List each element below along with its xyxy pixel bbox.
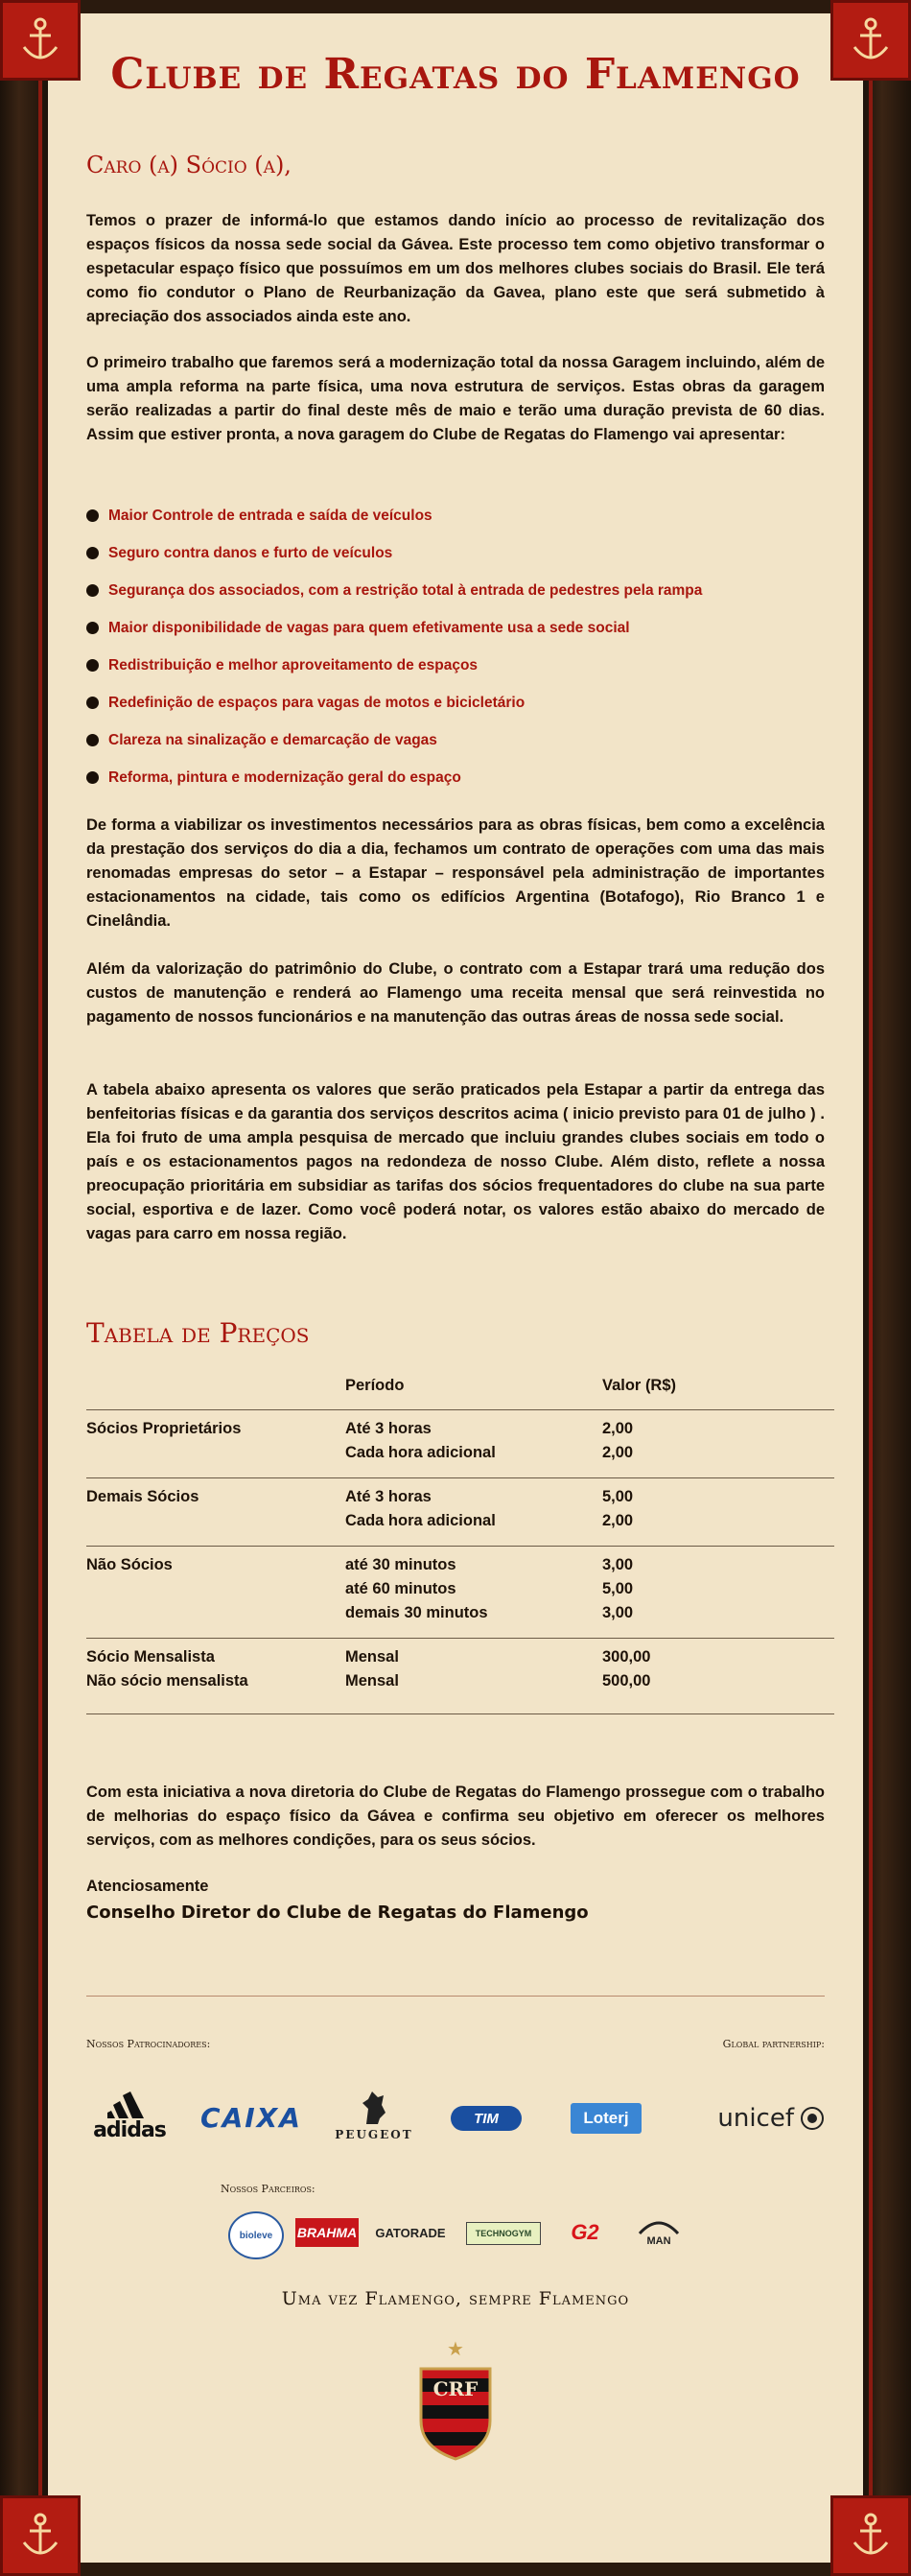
loterj-logo: Loterj xyxy=(571,2103,642,2134)
bioleve-logo: bioleve xyxy=(228,2211,284,2259)
paragraph-estapar: De forma a viabilizar os investimentos necessários para as obras físicas, bem como a excelência da prestação dos serviços do dia a dia, fechamos um contrato de operações com uma das mais renomadas empresas do setor – a Estapar – responsável pela administração de importantes estacionamentos na cidade, tais como os edifícios Argentina (Botafogo), Rio Branco 1 e Cinelândia. xyxy=(86,816,825,930)
list-item: Maior disponibilidade de vagas para quem efetivamente usa a sede social xyxy=(86,609,702,647)
bullet-icon xyxy=(86,584,99,597)
star-icon: ★ xyxy=(447,2339,464,2360)
adidas-logo: adidas xyxy=(86,2087,173,2144)
tim-logo: TIM xyxy=(451,2106,522,2131)
svg-text:CRF: CRF xyxy=(432,2377,479,2400)
peugeot-logo: PEUGEOT xyxy=(326,2084,422,2147)
motto: Uma vez Flamengo, sempre Flamengo xyxy=(281,2288,630,2309)
sponsors-label: Nossos Patrocinadores: xyxy=(86,2038,211,2050)
bullet-icon xyxy=(86,659,99,672)
page-title: Clube de Regatas do Flamengo xyxy=(110,50,801,99)
bullet-icon xyxy=(86,697,99,709)
flamengo-crest-icon xyxy=(417,2365,494,2461)
anchor-emblem-icon xyxy=(830,2495,911,2576)
list-item: Reforma, pintura e modernização geral do espaço xyxy=(86,759,702,796)
list-item: Maior Controle de entrada e saída de veículos xyxy=(86,497,702,534)
brahma-logo: BRAHMA xyxy=(295,2218,359,2247)
table-row: Não Sócios até 30 minutos 3,00 até 60 minutos 5,00 demais 30 minutos 3,00 xyxy=(86,1547,834,1639)
anchor-emblem-icon xyxy=(0,0,81,81)
header-period: Período xyxy=(345,1377,405,1394)
salutation: Caro (a) Sócio (a), xyxy=(86,152,292,178)
table-row: Sócios Proprietários Até 3 horas 2,00 Cada hora adicional 2,00 xyxy=(86,1410,834,1478)
price-table xyxy=(86,1367,834,1714)
frame-right xyxy=(863,0,911,2576)
bullet-icon xyxy=(86,771,99,784)
lion-icon xyxy=(357,2090,391,2128)
gatorade-logo: GATORADE xyxy=(375,2225,446,2240)
signature: Conselho Diretor do Clube de Regatas do Flamengo xyxy=(86,1902,589,1923)
list-item: Segurança dos associados, com a restrição total à entrada de pedestres pela rampa xyxy=(86,572,702,609)
partners-label: Nossos Parceiros: xyxy=(221,2183,315,2195)
table-row: Demais Sócios Até 3 horas 5,00 Cada hora adicional 2,00 xyxy=(86,1478,834,1547)
bullet-icon xyxy=(86,547,99,559)
list-item: Seguro contra danos e furto de veículos xyxy=(86,534,702,572)
bullet-icon xyxy=(86,622,99,634)
technogym-logo: TECHNOGYM xyxy=(466,2222,541,2245)
feature-list xyxy=(86,497,702,796)
man-logo: MAN xyxy=(631,2214,687,2251)
paragraph-intro: Temos o prazer de informá-lo que estamos dando início ao processo de revitalização dos espaços físicos da nossa sede social da Gávea. Este processo tem como objetivo transformar o espetacular espaço físico que possuímos em um dos melhores clubes sociais do Brasil. Ele terá como fio condutor o Plano de Reurbanização da Gavea, plano este que será submetido à apreciação dos associados ainda este ano. xyxy=(86,212,825,325)
unicef-globe-icon xyxy=(800,2106,825,2131)
man-arc-icon xyxy=(636,2218,682,2235)
paragraph-tabela: A tabela abaixo apresenta os valores que serão praticados pela Estapar a partir da entrega das benfeitorias físicas e da garantia dos serviços descritos acima ( inicio previsto para 01 de julho ) . Ela foi fruto de uma ampla pesquisa de mercado que incluiu grandes clubes sociais em todo o país e os estacionamentos pagos na redondeza de nosso Clube. Além disto, reflete a nossa preocupação prioritária em subsidiar as tarifas dos sócios frequentadores do clube na sua parte social, esportiva e de lazer. Como você poderá notar, os valores estão abaixo do mercado de vagas para carro em nossa região. xyxy=(86,1081,825,1242)
global-partnership-label: Global partnership: xyxy=(722,2038,825,2050)
unicef-logo: unicef xyxy=(690,2101,825,2136)
g2-logo: G2 xyxy=(571,2220,599,2244)
anchor-emblem-icon xyxy=(0,2495,81,2576)
paragraph-closing: Com esta iniciativa a nova diretoria do Clube de Regatas do Flamengo prossegue com o trabalho de melhorias do espaço físico da Gávea e confirma seu objetivo em oferecer os melhores serviços, com as melhores condições, para os seus sócios. xyxy=(86,1784,825,1849)
paragraph-valorizacao: Além da valorização do patrimônio do Clube, o contrato com a Estapar trará uma redução dos custos de manutenção e renderá ao Flamengo uma receita mensal que será reinvestida no pagamento de nossos funcionários e na manutenção das outras áreas de nossa sede social. xyxy=(86,960,825,1026)
table-header xyxy=(86,1367,834,1410)
divider xyxy=(86,1996,825,1997)
adidas-stripes-icon xyxy=(104,2090,155,2118)
list-item: Redefinição de espaços para vagas de motos e bicicletário xyxy=(86,684,702,721)
frame-left xyxy=(0,0,48,2576)
list-item: Redistribuição e melhor aproveitamento de espaços xyxy=(86,647,702,684)
header-value: Valor (R$) xyxy=(602,1377,677,1394)
anchor-emblem-icon xyxy=(830,0,911,81)
letter-content xyxy=(86,0,825,2576)
bullet-icon xyxy=(86,509,99,522)
sign-off: Atenciosamente xyxy=(86,1878,209,1895)
caixa-logo: CAIXA xyxy=(200,2101,302,2134)
table-row: Sócio Mensalista Mensal 300,00 Não sócio mensalista Mensal 500,00 xyxy=(86,1639,834,1714)
list-item: Clareza na sinalização e demarcação de vagas xyxy=(86,721,702,759)
paragraph-garage: O primeiro trabalho que faremos será a modernização total da nossa Garagem incluindo, além de uma ampla reforma na parte física, uma nova estrutura de serviços. Estas obras da garagem serão realizadas a partir do final deste mês de maio e terão uma duração prevista de 60 dias. Assim que estiver pronta, a nova garagem do Clube de Regatas do Flamengo vai apresentar: xyxy=(86,354,825,443)
table-title: Tabela de Preços xyxy=(86,1317,310,1349)
bullet-icon xyxy=(86,734,99,746)
